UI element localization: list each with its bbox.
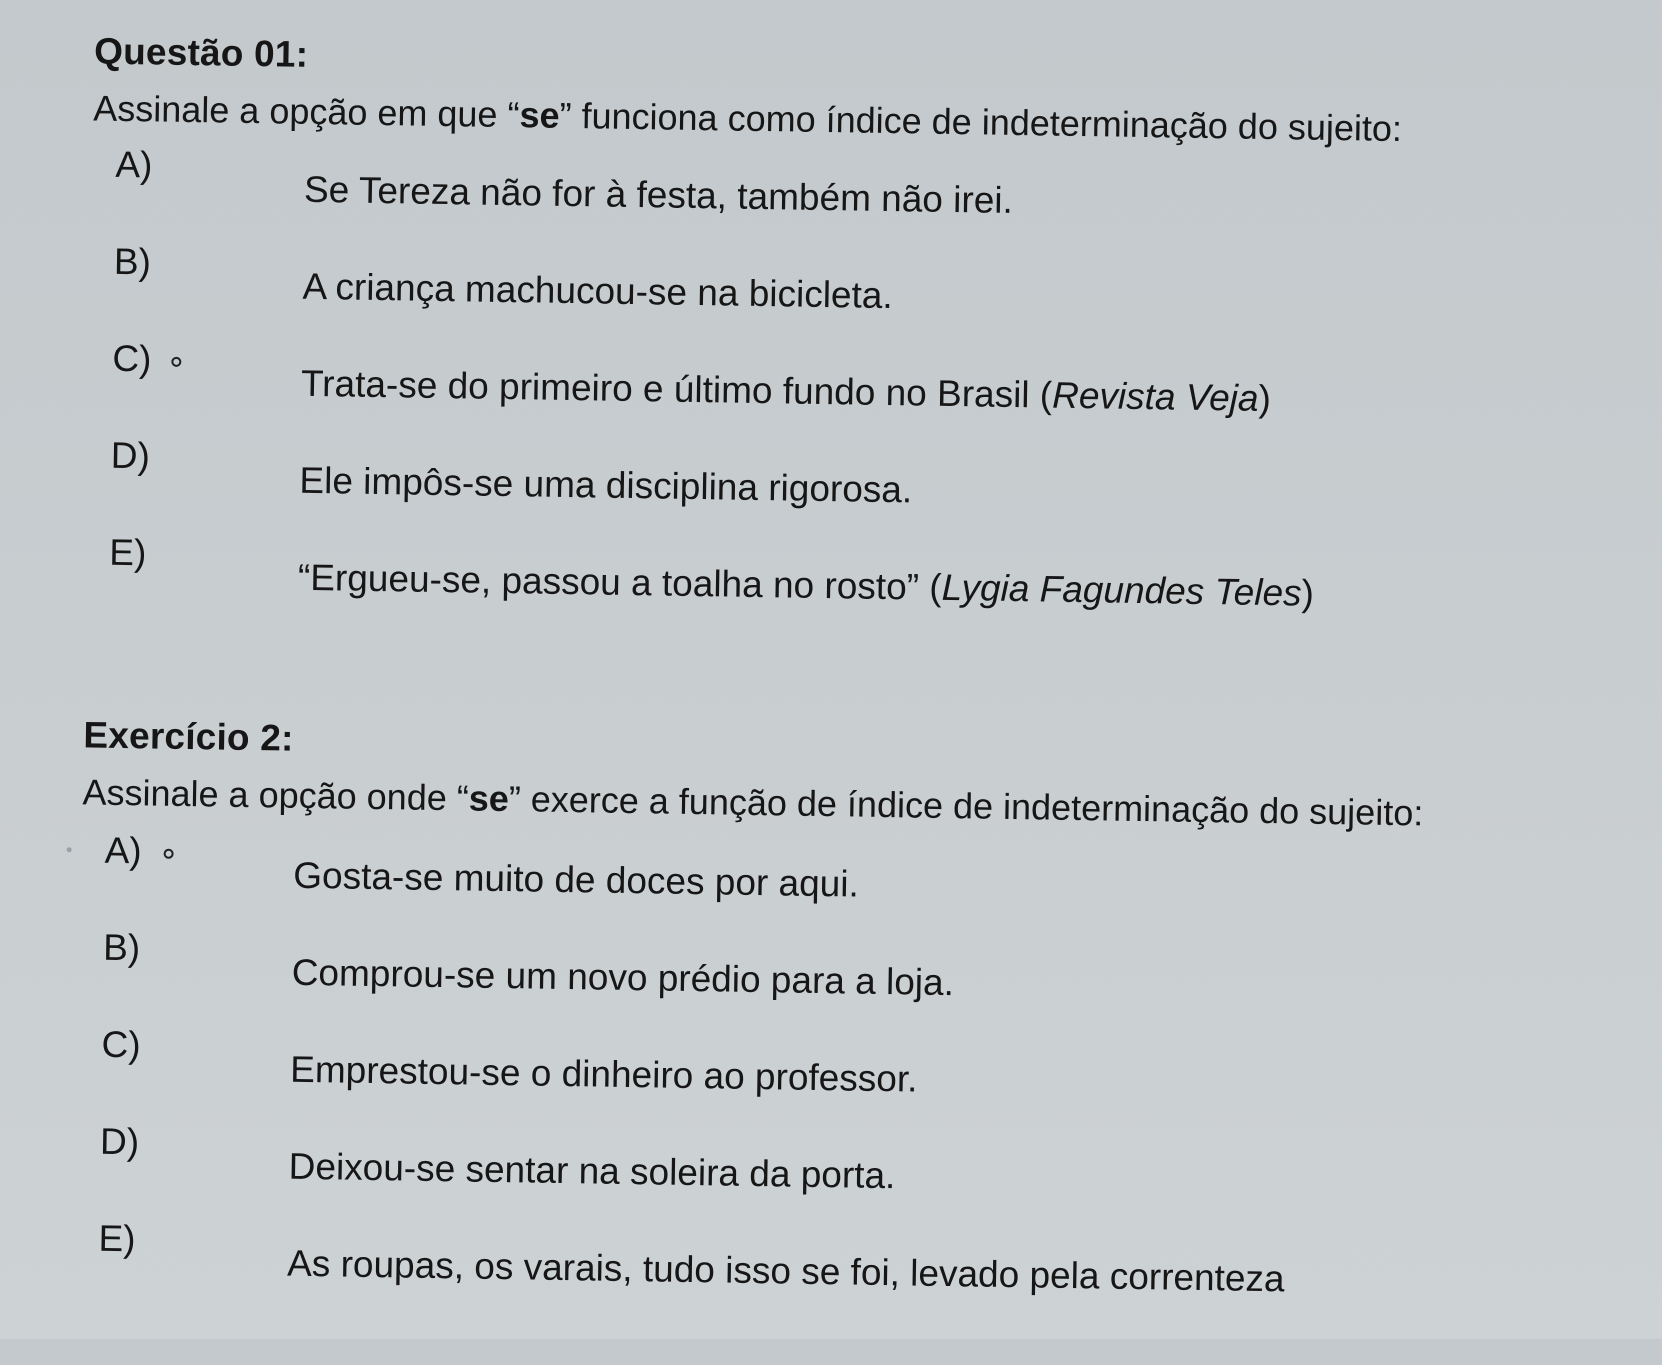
keyword-se: se [468, 777, 510, 820]
option-letter: C) [112, 337, 152, 380]
option-letter: B) [102, 926, 141, 969]
question-1-heading: Questão 01: [93, 30, 309, 75]
option-text: Gosta-se muito de doces por aqui. [292, 854, 860, 905]
option-letter: D) [99, 1120, 140, 1163]
option-letter: A) [115, 143, 153, 186]
option-text: Deixou-se sentar na soleira da porta. [288, 1145, 896, 1197]
option-text: As roupas, os varais, tudo isso se foi, levado pela correnteza [286, 1242, 1285, 1300]
question-2-options [74, 827, 1621, 1336]
option-letter: C) [101, 1023, 141, 1066]
option-letter: B) [113, 240, 152, 283]
answer-mark-icon [164, 849, 174, 859]
option-text: Emprestou-se o dinheiro ao professor. [289, 1048, 918, 1100]
keyword-se: se [519, 94, 560, 136]
option-text: Trata-se do primeiro e último fundo no Brasil (Revista Veja) [300, 362, 1272, 420]
option-letter: E) [109, 531, 147, 574]
question-2-prompt: Assinale a opção onde “se” exerce a função de índice de indeterminação do sujeito: [82, 771, 1424, 834]
option-letter: D) [110, 434, 151, 477]
citation-source: Lygia Fagundes Teles [941, 566, 1302, 614]
option-text: A criança machucou-se na bicicleta. [302, 265, 894, 317]
option-letter: A) [104, 829, 142, 872]
citation-source: Revista Veja [1051, 374, 1259, 419]
answer-mark-icon [171, 357, 181, 367]
option-text: “Ergueu-se, passou a toalha no rosto” (Lygia Fagundes Teles) [297, 556, 1315, 614]
question-2-heading: Exercício 2: [83, 714, 294, 759]
option-text: Comprou-se um novo prédio para a loja. [291, 951, 955, 1004]
paper-speck [67, 847, 72, 852]
question-1 [85, 29, 1634, 650]
question-1-prompt: Assinale a opção em que “se” funciona como índice de indeterminação do sujeito: [92, 87, 1403, 150]
option-text: Ele impôs-se uma disciplina rigorosa. [299, 459, 913, 511]
question-1-options [85, 141, 1632, 650]
option-letter: E) [98, 1217, 136, 1260]
option-text: Se Tereza não for à festa, também não irei. [303, 168, 1014, 221]
question-2 [74, 713, 1623, 1336]
